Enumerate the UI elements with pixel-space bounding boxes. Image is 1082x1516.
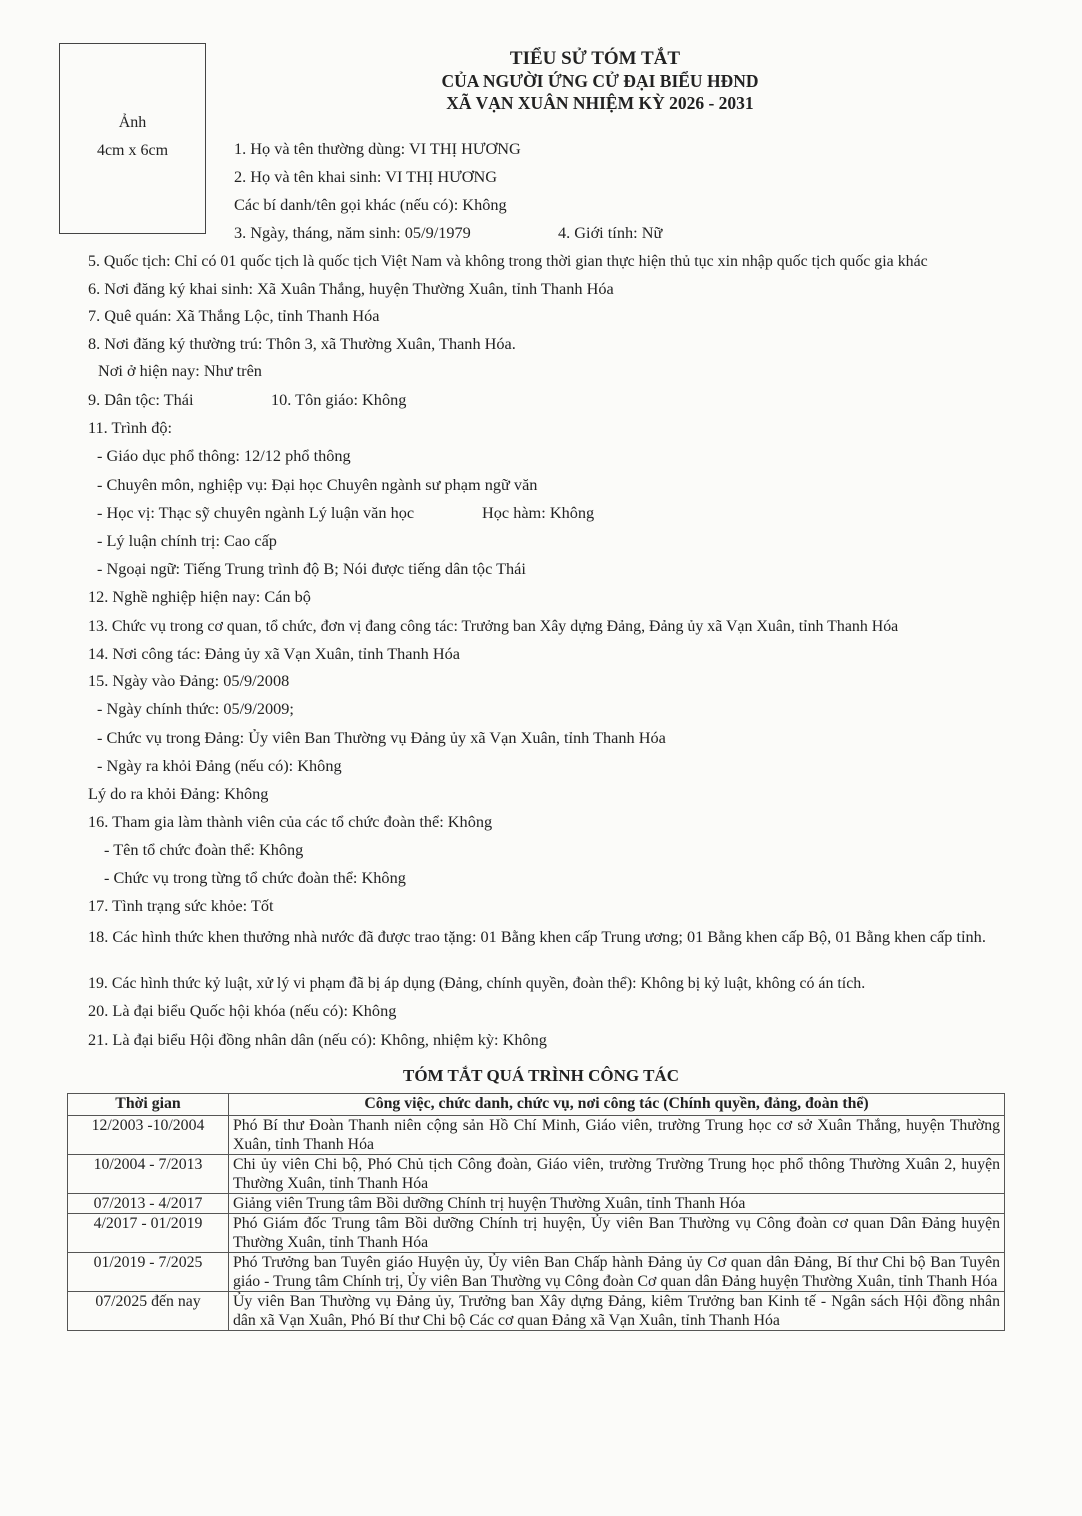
- field-national-assembly: 20. Là đại biểu Quốc hội khóa (nếu có): Không: [88, 1001, 397, 1020]
- field-peoples-council: 21. Là đại biểu Hội đồng nhân dân (nếu có): Không, nhiệm kỳ: Không: [88, 1030, 547, 1049]
- field-common-name: 1. Họ và tên thường dùng: VI THỊ HƯƠNG: [234, 139, 521, 158]
- row-time: 12/2003 -10/2004: [68, 1116, 229, 1155]
- field-education-heading: 11. Trình độ:: [88, 418, 172, 437]
- table-row: [68, 1253, 1005, 1292]
- table-row: [68, 1214, 1005, 1253]
- row-description: Phó Bí thư Đoàn Thanh niên cộng sản Hồ Chí Minh, Giáo viên, trường Trung học cơ sở Xuân Thắng, huyện Thường Xuân, tỉnh Thanh Hóa: [229, 1116, 1005, 1155]
- field-nationality: 5. Quốc tịch: Chỉ có 01 quốc tịch là quốc tịch Việt Nam và không trong thời gian thực hiện thủ tục xin nhập quốc tịch quốc gia khác: [88, 253, 928, 270]
- photo-label: Ảnh: [118, 114, 147, 131]
- photo-size-label: 4cm x 6cm: [96, 142, 169, 159]
- field-general-education: - Giáo dục phổ thông: 12/12 phổ thông: [97, 446, 351, 465]
- field-professional: - Chuyên môn, nghiệp vụ: Đại học Chuyên ngành sư phạm ngữ văn: [97, 475, 538, 494]
- field-discipline: 19. Các hình thức kỷ luật, xử lý vi phạm đã bị áp dụng (Đảng, chính quyền, đoàn thể): Không bị kỷ luật, không có án tích.: [88, 975, 866, 992]
- field-permanent-residence: 8. Nơi đăng ký thường trú: Thôn 3, xã Thường Xuân, Thanh Hóa.: [88, 334, 516, 353]
- field-party-leave-date: - Ngày ra khỏi Đảng (nếu có): Không: [97, 756, 342, 775]
- row-description: Phó Trưởng ban Tuyên giáo Huyện ủy, Ủy viên Ban Chấp hành Đảng ủy Cơ quan dân Đảng, Bí thư Chi bộ Ban Tuyên giáo - Trung tâm Chính trị, Ủy viên Ban Thường vụ Công đoàn Cơ quan dân Đảng huyện Thường Xuân, tỉnh Thanh Hóa: [229, 1253, 1005, 1292]
- field-position: 13. Chức vụ trong cơ quan, tổ chức, đơn vị đang công tác: Trưởng ban Xây dựng Đảng, Đảng ủy xã Vạn Xuân, tỉnh Thanh Hóa: [88, 618, 899, 635]
- field-foreign-language: - Ngoại ngữ: Tiếng Trung trình độ B; Nói được tiếng dân tộc Thái: [97, 559, 526, 578]
- field-workplace: 14. Nơi công tác: Đảng ủy xã Vạn Xuân, tỉnh Thanh Hóa: [88, 644, 460, 663]
- photo-placeholder: [59, 43, 206, 234]
- field-party-official-date: - Ngày chính thức: 05/9/2009;: [97, 699, 294, 718]
- field-organizations: 16. Tham gia làm thành viên của các tổ chức đoàn thể: Không: [88, 812, 493, 831]
- field-health: 17. Tình trạng sức khỏe: Tốt: [88, 896, 274, 915]
- column-header-time: Thời gian: [68, 1094, 229, 1116]
- field-birth-registration: 6. Nơi đăng ký khai sinh: Xã Xuân Thắng, huyện Thường Xuân, tỉnh Thanh Hóa: [88, 279, 614, 298]
- field-academic-title: Học hàm: Không: [482, 503, 595, 522]
- row-description: Ủy viên Ban Thường vụ Đảng ủy, Trưởng ban Xây dựng Đảng, kiêm Trưởng ban Kinh tế - Ngân sách Hội đồng nhân dân xã Vạn Xuân, Phó Bí thư Chi bộ Các cơ quan Đảng xã Vạn Xuân, tỉnh Thanh Hóa: [229, 1292, 1005, 1331]
- field-party-join-date: 15. Ngày vào Đảng: 05/9/2008: [88, 671, 290, 690]
- field-party-position: - Chức vụ trong Đảng: Ủy viên Ban Thường vụ Đảng ủy xã Vạn Xuân, tỉnh Thanh Hóa: [97, 728, 666, 747]
- field-birth-date: 3. Ngày, tháng, năm sinh: 05/9/1979: [234, 223, 471, 242]
- field-organization-name: - Tên tổ chức đoàn thể: Không: [104, 840, 304, 859]
- field-religion: 10. Tôn giáo: Không: [271, 390, 407, 409]
- table-header-row: [68, 1094, 1005, 1116]
- field-party-leave-reason: Lý do ra khỏi Đảng: Không: [88, 784, 269, 803]
- field-occupation: 12. Nghề nghiệp hiện nay: Cán bộ: [88, 587, 311, 606]
- field-gender: 4. Giới tính: Nữ: [558, 223, 663, 242]
- row-time: 10/2004 - 7/2013: [68, 1155, 229, 1194]
- row-description: Chi ủy viên Chi bộ, Phó Chủ tịch Công đoàn, Giáo viên, trường Trường Trung học phổ thông Thường Xuân 2, huyện Thường Xuân, tỉnh Thanh Hóa: [229, 1155, 1005, 1194]
- work-history-title: TÓM TẮT QUÁ TRÌNH CÔNG TÁC: [403, 1066, 679, 1085]
- field-ethnicity: 9. Dân tộc: Thái: [88, 390, 194, 409]
- page-subtitle: CỦA NGƯỜI ỨNG CỬ ĐẠI BIỂU HĐND: [441, 71, 759, 91]
- table-row: [68, 1116, 1005, 1155]
- field-aliases: Các bí danh/tên gọi khác (nếu có): Không: [234, 195, 507, 214]
- field-organization-position: - Chức vụ trong từng tổ chức đoàn thể: Không: [104, 868, 406, 887]
- work-history-table: [67, 1093, 1005, 1331]
- field-hometown: 7. Quê quán: Xã Thắng Lộc, tỉnh Thanh Hóa: [88, 306, 380, 325]
- row-description: Phó Giám đốc Trung tâm Bồi dưỡng Chính trị huyện, Ủy viên Ban Thường vụ Công đoàn cơ quan Dân Đảng huyện Thường Xuân, tỉnh Thanh Hóa: [229, 1214, 1005, 1253]
- field-degree: - Học vị: Thạc sỹ chuyên ngành Lý luận văn học: [97, 503, 415, 522]
- column-header-description: Công việc, chức danh, chức vụ, nơi công tác (Chính quyền, đảng, đoàn thể): [229, 1094, 1005, 1116]
- row-time: 07/2025 đến nay: [68, 1292, 229, 1331]
- field-political-theory: - Lý luận chính trị: Cao cấp: [97, 531, 277, 550]
- row-time: 01/2019 - 7/2025: [68, 1253, 229, 1292]
- row-time: 07/2013 - 4/2017: [68, 1194, 229, 1214]
- row-time: 4/2017 - 01/2019: [68, 1214, 229, 1253]
- field-birth-name: 2. Họ và tên khai sinh: VI THỊ HƯƠNG: [234, 167, 498, 186]
- row-description: Giảng viên Trung tâm Bồi dưỡng Chính trị huyện Thường Xuân, tỉnh Thanh Hóa: [229, 1194, 1005, 1214]
- table-row: [68, 1155, 1005, 1194]
- page-subtitle-term: XÃ VẠN XUÂN NHIỆM KỲ 2026 - 2031: [446, 93, 754, 113]
- field-awards: 18. Các hình thức khen thưởng nhà nước đã được trao tặng: 01 Bằng khen cấp Trung ương; 01 Bằng khen cấp Bộ, 01 Bằng khen cấp tỉnh.: [88, 927, 986, 946]
- table-row: [68, 1194, 1005, 1214]
- field-current-residence: Nơi ở hiện nay: Như trên: [98, 361, 262, 380]
- table-row: [68, 1292, 1005, 1331]
- page-title: TIỂU SỬ TÓM TẮT: [509, 48, 681, 69]
